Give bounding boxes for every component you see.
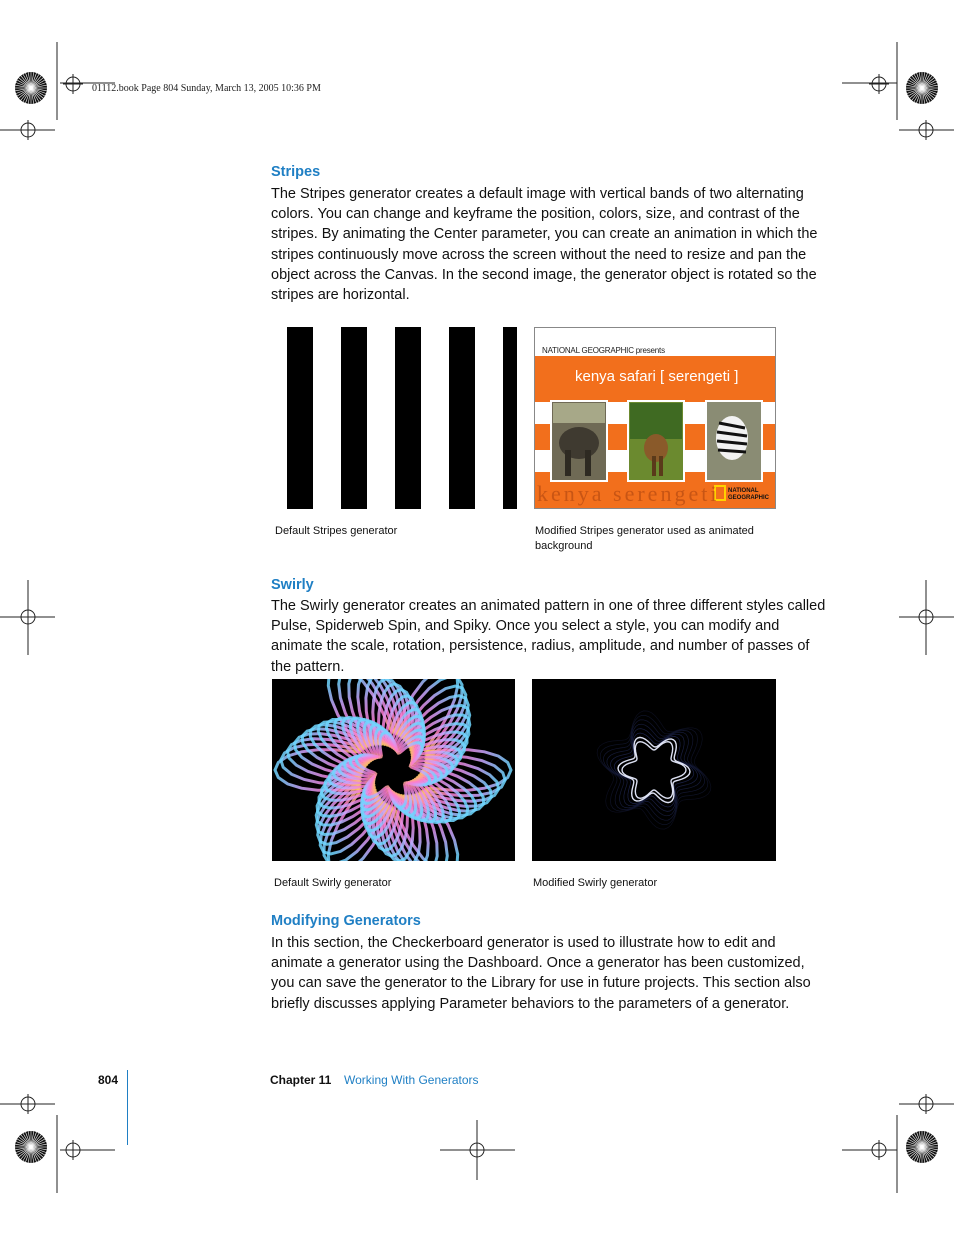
caption-default-swirly: Default Swirly generator	[274, 877, 392, 889]
brand-line: NATIONAL GEOGRAPHIC presents	[542, 346, 665, 355]
swirly-body: The Swirly generator creates an animated pattern in one of three different styles called Pulse, Spiderweb Spin, and Spiky. Once you select a style, you can modify and animate the scale, rotation, persistence, radius, amplitude, and number of passes of the pattern.	[271, 598, 826, 675]
figure-watermark: kenya serengeti	[537, 481, 720, 506]
caption-modified-swirly: Modified Swirly generator	[533, 877, 658, 889]
stripes-body: The Stripes generator creates a default image with vertical bands of two alternating colors. You can change and keyframe the position, colors, size, and contrast of the stripes. By animating the Center parameter, you can create an animation in which the stripes continuously move across the screen without the need to resize and pan the object across the Canvas. In the second image, the generator object is rotated so the stripes are horizontal.	[271, 186, 818, 304]
footer-rule	[127, 1070, 128, 1145]
modifying-generators-body: In this section, the Checkerboard generator is used to illustrate how to edit and animate a generator using the Dashboard. Once a generator has been customized, you can save the generator to the Library for use in future projects. This section also briefly discusses applying Parameter behaviors to the parameters of a generator.	[271, 935, 811, 1012]
ng-logo-line-2: GEOGRAPHIC	[728, 495, 770, 501]
book-info-header: 01112.book Page 804 Sunday, March 13, 2005 10:36 PM	[92, 83, 321, 94]
caption-modified-stripes: Modified Stripes generator used as animated background	[535, 525, 754, 552]
footer-chapter-title: Working With Generators	[344, 1073, 479, 1087]
stripes-heading: Stripes	[271, 164, 321, 180]
swirly-heading: Swirly	[271, 577, 314, 593]
ng-logo-text	[728, 488, 769, 502]
default-swirly-figure	[272, 679, 515, 861]
modified-swirly-figure	[532, 679, 776, 861]
modified-stripes-figure	[534, 327, 776, 509]
default-stripes-figure	[271, 327, 517, 509]
figure-title: kenya safari [ serengeti ]	[575, 368, 739, 385]
ng-logo-line-1: NATIONAL	[728, 488, 759, 494]
page-number: 804	[98, 1073, 119, 1087]
caption-default-stripes: Default Stripes generator	[275, 525, 398, 537]
modifying-generators-heading: Modifying Generators	[271, 913, 421, 929]
footer-chapter-label: Chapter 11	[270, 1073, 332, 1087]
